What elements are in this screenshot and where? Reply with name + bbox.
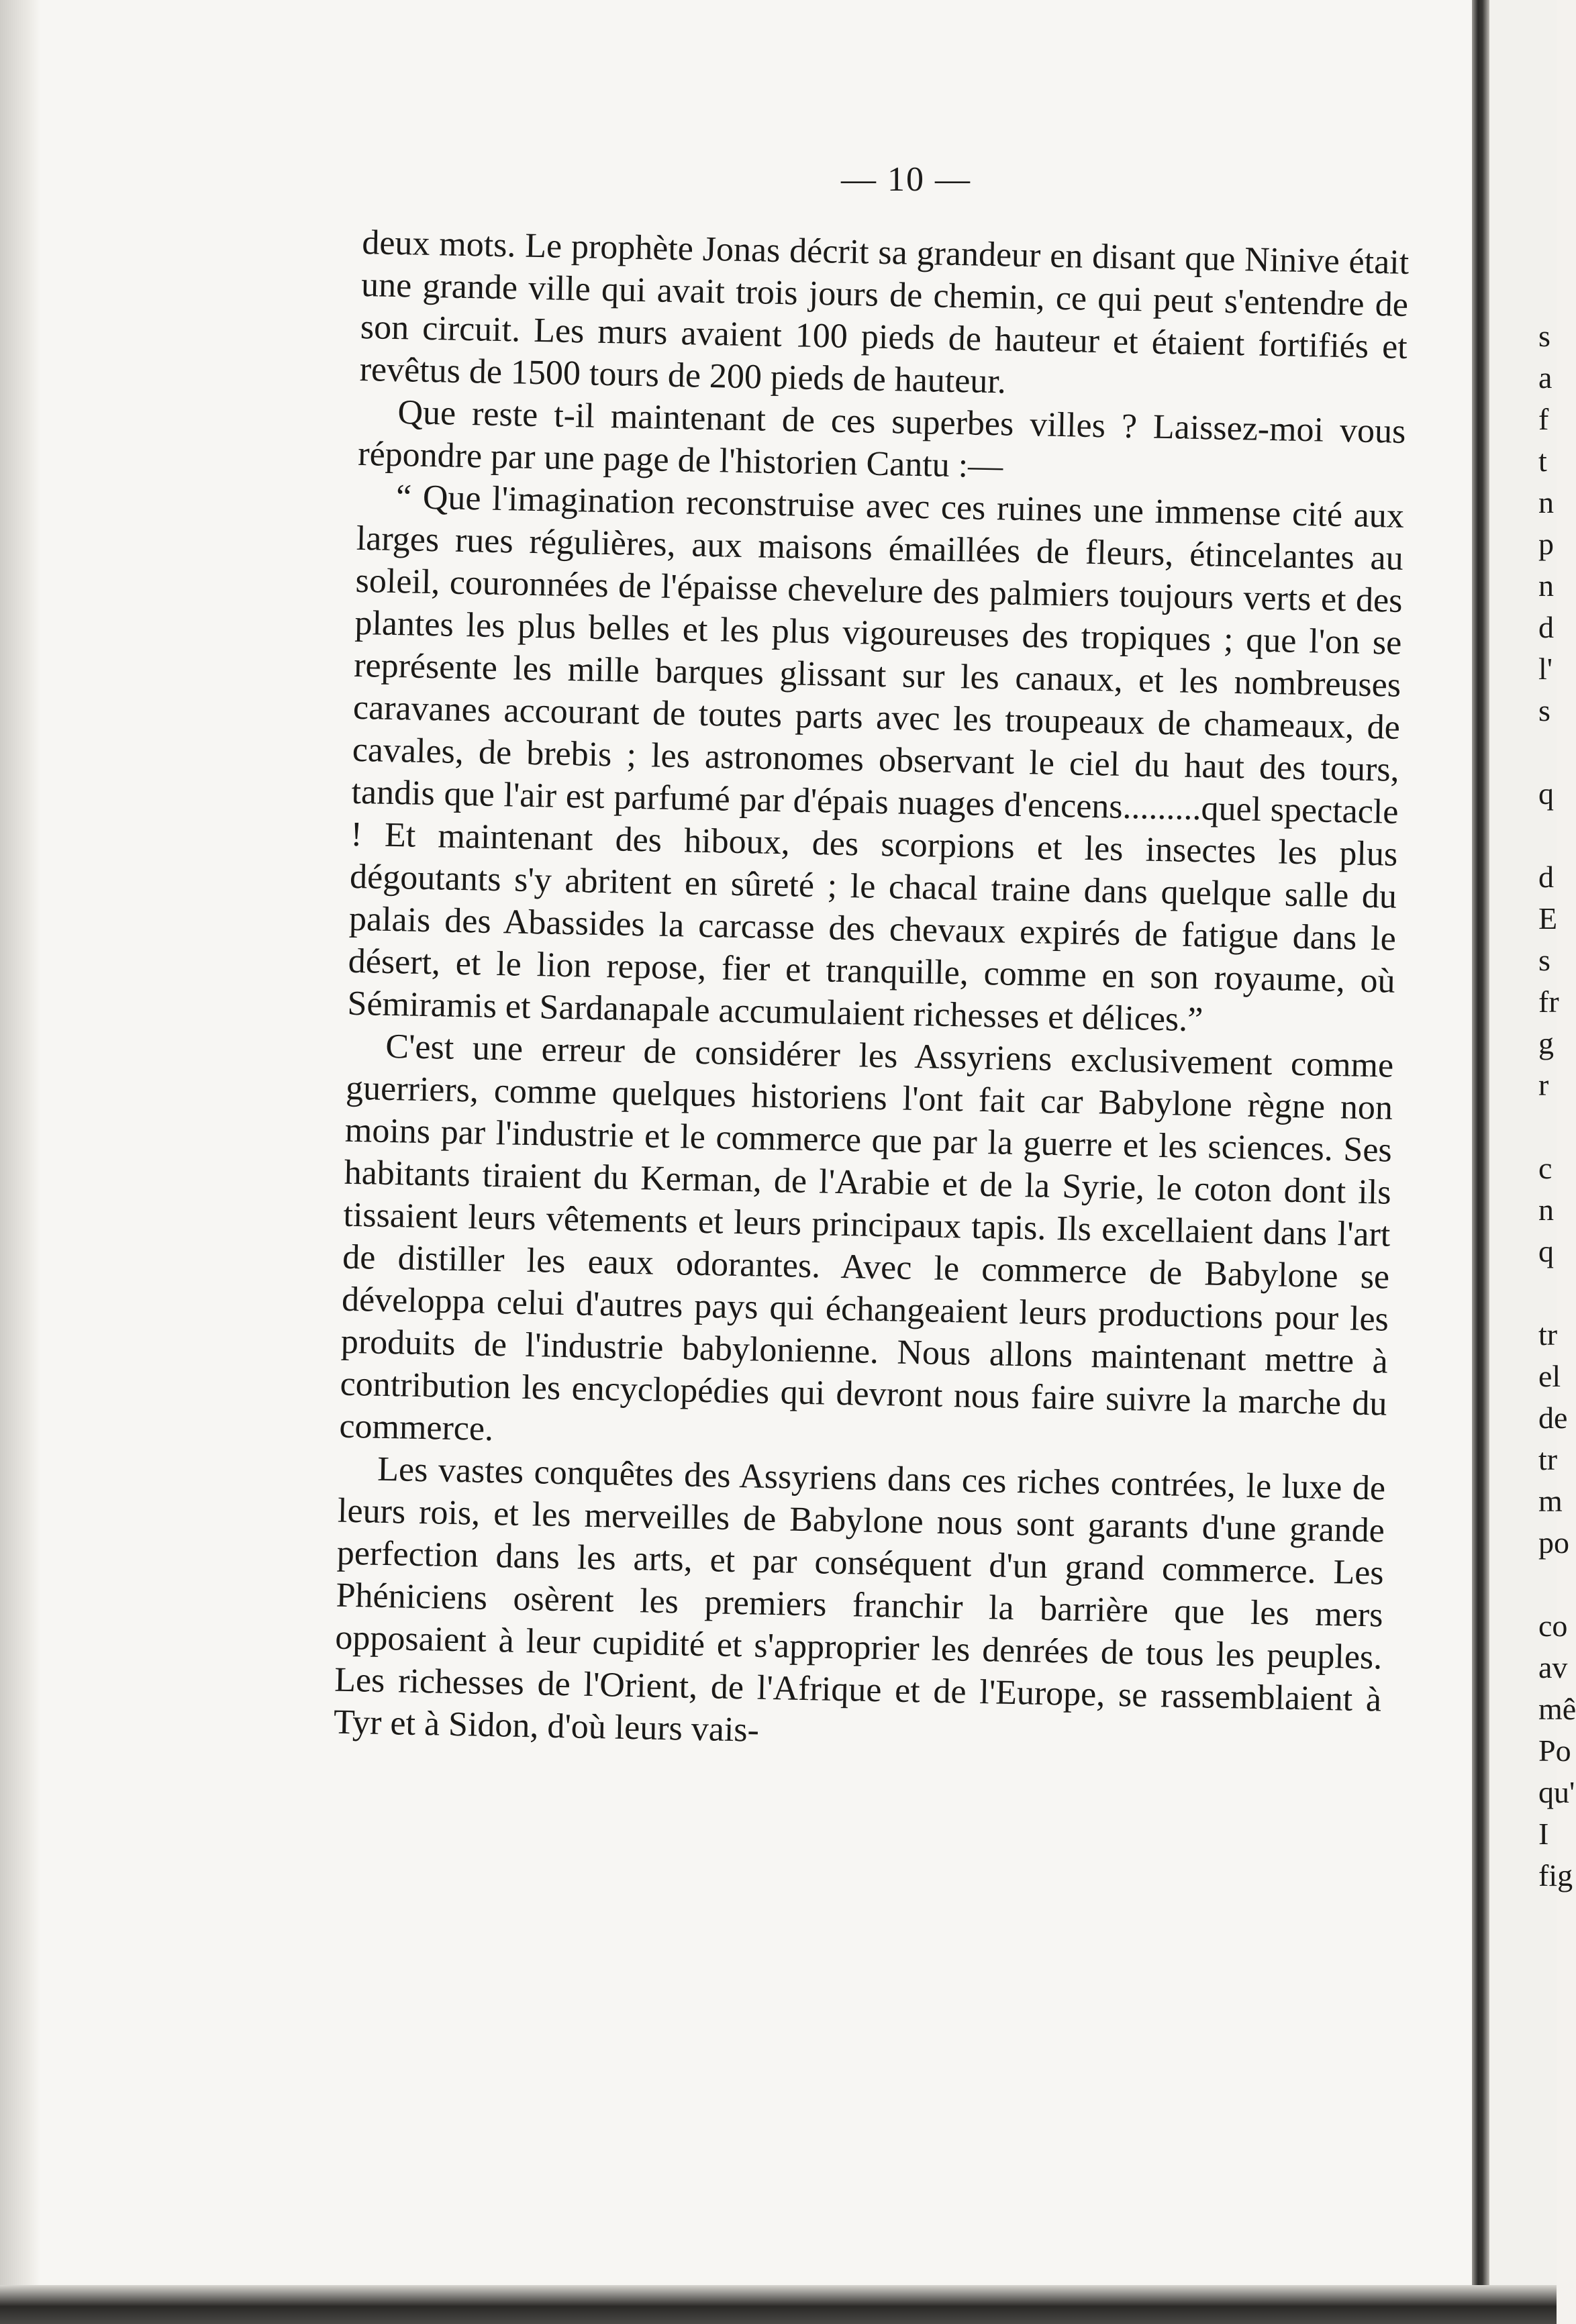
scan-bottom-edge	[0, 2285, 1557, 2324]
fragment-line	[1538, 1564, 1559, 1605]
fragment-line: n	[1538, 485, 1554, 519]
fragment-line: fig	[1538, 1858, 1573, 1892]
body-text	[333, 221, 1409, 1764]
fragment-line: n	[1538, 1193, 1554, 1227]
paragraph-3-quote: “ Que l'imagination reconstruise avec ces ruines une immense cité aux larges rues régulières, aux maisons émaillées de fleurs, étincelantes au soleil, couronnées de l'épaisse chevelure des palmiers toujours verts et des plantes les plus belles et les plus vigoureuses des tropiques ; que l'on se représente les mille barques glissant sur les canaux, et les nombreuses caravanes accourant de toutes parts avec les troupeaux de chameaux, de cavales, de brebis ; les astronomes observant le ciel du haut des tours, tandis que l'air est parfumé par d'épais nuages d'encens.........quel spectacle ! Et maintenant des hiboux, des scorpions et les insectes les plus dégoutants s'y abritent en sûreté ; le chacal traine dans quelque salle du palais des Abassides la carcasse des chevaux expirés de fatigue dans le désert, et le lion repose, fier et tranquille, comme en son royaume, où Sémiramis et Sardanapale accumulaient richesses et délices.”	[347, 478, 1405, 1040]
fragment-line: tr	[1538, 1442, 1558, 1476]
fragment-line: d	[1538, 860, 1554, 894]
fragment-line: g	[1538, 1026, 1554, 1060]
fragment-line: s	[1538, 319, 1550, 353]
page-number: — 10 —	[841, 160, 971, 199]
fragment-line: m	[1538, 1484, 1563, 1518]
fragment-line: el	[1538, 1359, 1561, 1393]
paragraph-2: Que reste t-il maintenant de ces superbes villes ? Laissez-moi vous répondre par une page de l'historien Cantu :—	[357, 393, 1406, 486]
fragment-line: p	[1538, 527, 1554, 561]
facing-page-fragments	[1538, 315, 1576, 1897]
fragment-line: Po	[1538, 1733, 1571, 1768]
fragment-line: r	[1538, 1068, 1549, 1102]
fragment-line: q	[1538, 776, 1554, 811]
fragment-line: a	[1538, 360, 1553, 395]
paragraph-1: deux mots. Le prophète Jonas décrit sa grandeur en disant que Ninive était une grande ville qui avait trois jours de chemin, ce qui peut s'entendre de son circuit. Les murs avaient 100 pieds de hauteur et étaient fortifiés et revêtus de 1500 tours de 200 pieds de hauteur.	[359, 223, 1410, 401]
fragment-line: s	[1538, 693, 1550, 727]
fragment-line: co	[1538, 1609, 1568, 1643]
fragment-line: n	[1538, 568, 1554, 603]
paragraph-5: Les vastes conquêtes des Assyriens dans ces riches contrées, le luxe de leurs rois, et les merveilles de Babylone nous sont garants d'une grande perfection dans les arts, et par conséquent d'un grand commerce. Les Phéniciens osèrent les premiers franchir la barrière que les mers opposaient à leur cupidité et s'approprier les denrées de tous les peuples. Les richesses de l'Orient, de l'Afrique et de l'Europe, se rassemblaient à Tyr et à Sidon, d'où leurs vais-	[333, 1450, 1386, 1750]
fragment-line: E	[1538, 901, 1558, 936]
fragment-line: tr	[1538, 1317, 1558, 1352]
fragment-line: de	[1538, 1401, 1568, 1435]
fragment-line: fr	[1538, 984, 1559, 1019]
fragment-line	[1538, 1272, 1559, 1314]
paragraph-4: C'est une erreur de considérer les Assyriens exclusivement comme guerriers, comme quelques historiens l'ont fait car Babylone règne non moins par l'industrie et le commerce que par la guerre et les sciences. Ses habitants tiraient du Kerman, de l'Arabie et de la Syrie, le coton dont ils tissaient leurs vêtements et leurs principaux tapis. Ils excellaient dans l'art de distiller les eaux odorantes. Avec le commerce de Babylone se développa celui d'autres pays qui échangeaient leurs productions pour les produits de l'industrie babylonienne. Nous allons maintenant mettre à contribution les encyclopédies qui devront nous faire suivre la marche du commerce.	[338, 1027, 1394, 1449]
fragment-line: d	[1538, 610, 1554, 644]
page-left-shadow	[0, 0, 40, 2324]
fragment-line	[1538, 815, 1559, 856]
fragment-line	[1538, 1106, 1559, 1148]
fragment-line: I	[1538, 1817, 1549, 1851]
fragment-line: q	[1538, 1234, 1554, 1268]
fragment-line: po	[1538, 1525, 1569, 1560]
fragment-line: s	[1538, 943, 1550, 977]
fragment-line: c	[1538, 1151, 1553, 1185]
book-gutter	[1472, 0, 1489, 2324]
fragment-line: l'	[1538, 652, 1553, 686]
fragment-line: av	[1538, 1650, 1568, 1684]
fragment-line: t	[1538, 444, 1547, 478]
fragment-line: qu'	[1538, 1775, 1575, 1809]
fragment-line	[1538, 731, 1559, 773]
fragment-line: f	[1538, 402, 1549, 436]
fragment-line: mê	[1538, 1692, 1576, 1726]
